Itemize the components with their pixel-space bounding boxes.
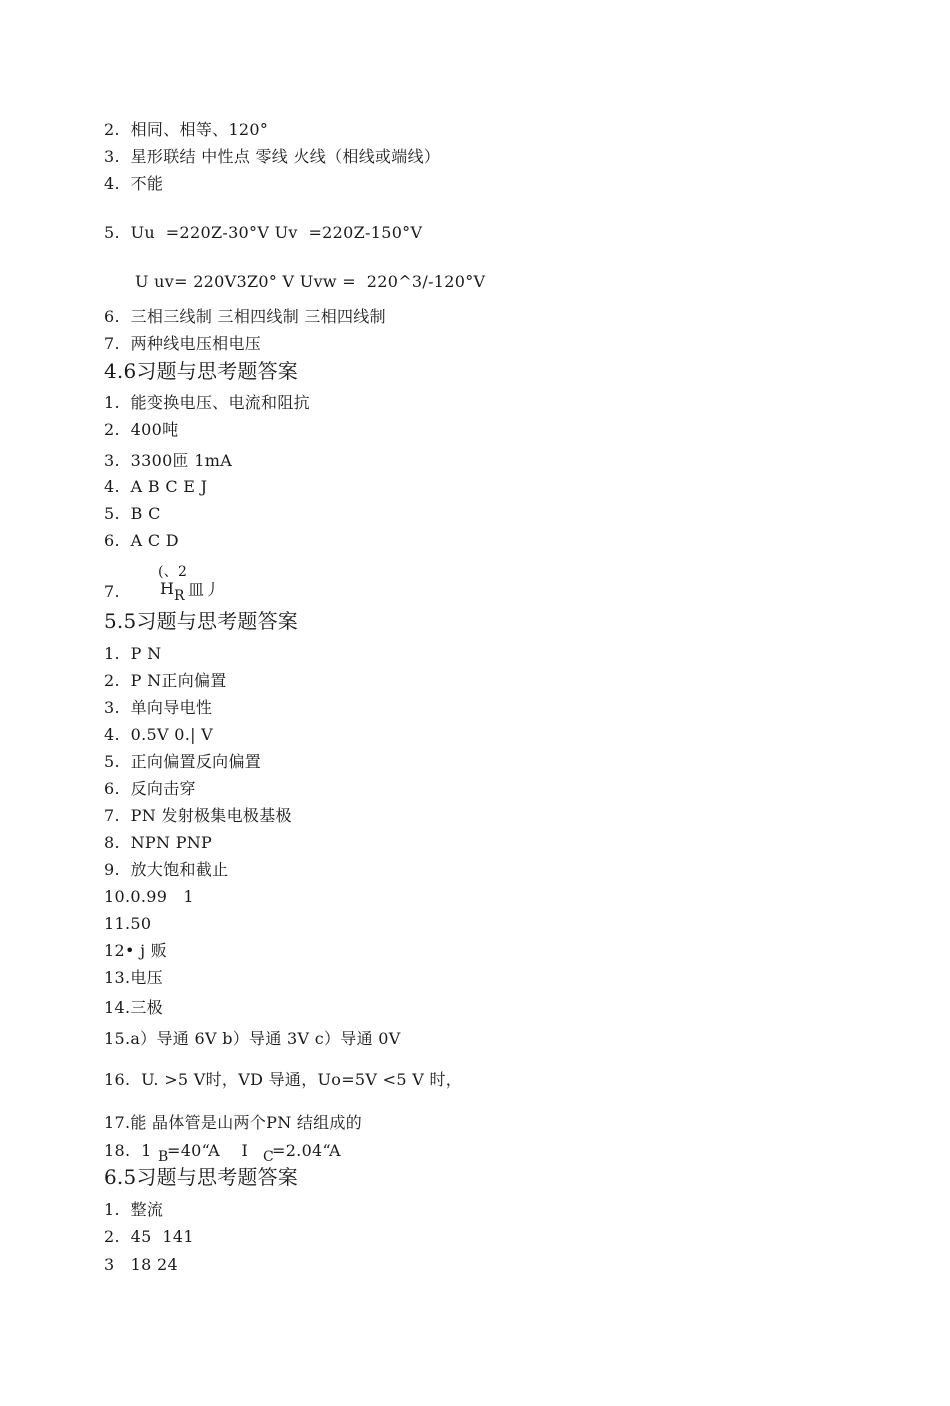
- answer-line: 1. P N: [104, 644, 162, 663]
- answer-line: 7. 两种线电压相电压: [104, 334, 262, 353]
- answer-line: 2. 400吨: [104, 420, 179, 439]
- formula-symbol: H: [160, 579, 175, 598]
- formula-symbol: 皿丿: [188, 580, 221, 599]
- answer-line: 3. 3300匝 1mA: [104, 451, 233, 470]
- answer-line: 7. PN 发射极集电极基极: [104, 806, 292, 825]
- answer-line: 13.电压: [104, 968, 163, 987]
- formula-subscript: B: [158, 1149, 169, 1165]
- answer-line: 5. 正向偏置反向偏置: [104, 752, 262, 771]
- answer-line: 3 18 24: [104, 1255, 178, 1274]
- answer-line: 7.: [104, 582, 120, 601]
- answer-line: 11.50: [104, 914, 152, 933]
- answer-line: 3. 星形联结 中性点 零线 火线（相线或端线）: [104, 147, 441, 166]
- answer-line: 2. P N正向偏置: [104, 671, 227, 690]
- answer-line: 10.0.99 1: [104, 887, 194, 906]
- answer-line: 14.三极: [104, 998, 163, 1017]
- answer-line: 1. 能变换电压、电流和阻抗: [104, 393, 310, 412]
- answer-line: 5. B C: [104, 504, 161, 523]
- answer-line: 1. 整流: [104, 1200, 164, 1219]
- answer-line: 4. A B C E J: [104, 477, 208, 496]
- answer-line: 15.a）导通 6V b）导通 3V c）导通 0V: [104, 1029, 401, 1048]
- answer-line: 3. 单向导电性: [104, 698, 213, 717]
- answer-line: 16. U. >5 V时，VD 导通，Uo=5V <5 V 时，: [104, 1070, 463, 1089]
- answer-line: 17.能 晶体管是山两个PN 结组成的: [104, 1113, 363, 1132]
- answer-line: 4. 不能: [104, 174, 164, 193]
- answer-line: 6. 三相三线制 三相四线制 三相四线制: [104, 307, 386, 326]
- answer-line: 9. 放大饱和截止: [104, 860, 229, 879]
- formula-subscript: R: [174, 588, 185, 604]
- answer-line: 5. Uu =220Z-30°V Uv =220Z-150°V: [104, 223, 423, 242]
- answer-line: 6. A C D: [104, 531, 179, 550]
- answer-line: =2.04“A: [272, 1141, 341, 1160]
- answer-line: 2. 相同、相等、120°: [104, 120, 269, 139]
- answer-line: U uv= 220V3Z0° V Uvw = 220^3/-120°V: [135, 272, 486, 291]
- section-heading: 6.5习题与思考题答案: [104, 1165, 299, 1189]
- formula-subscript: C: [263, 1149, 275, 1165]
- answer-line: =40“A I: [167, 1141, 249, 1160]
- answer-line: 12• j 贩: [104, 941, 168, 960]
- answer-line: 4. 0.5V 0.| V: [104, 725, 214, 744]
- formula-superscript: (、2: [158, 564, 188, 580]
- section-heading: 4.6习题与思考题答案: [104, 359, 299, 383]
- answer-line: 6. 反向击穿: [104, 779, 196, 798]
- answer-line: 18. 1: [104, 1141, 152, 1160]
- answer-line: 2. 45 141: [104, 1227, 194, 1246]
- answer-line: 8. NPN PNP: [104, 833, 213, 852]
- section-heading: 5.5习题与思考题答案: [104, 609, 299, 633]
